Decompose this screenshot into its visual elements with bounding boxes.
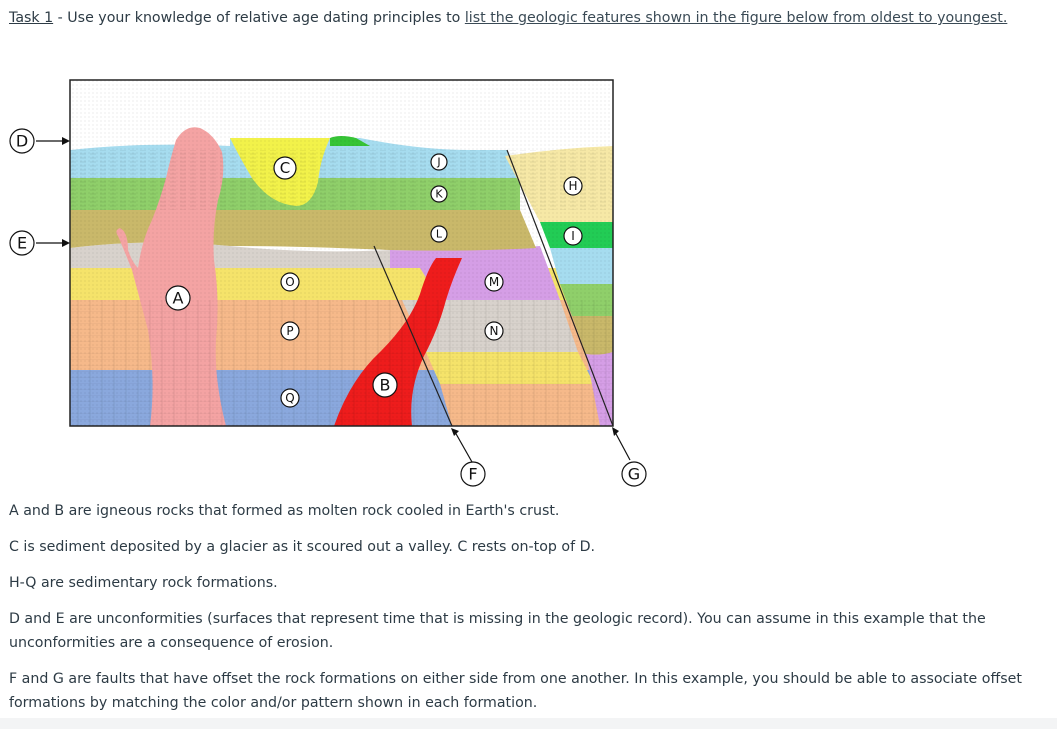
arrow-F [455, 432, 472, 462]
svg-text:B: B [379, 375, 391, 395]
svg-text:E: E [16, 233, 28, 253]
label-P [281, 322, 299, 340]
svg-text:C: C [279, 159, 291, 177]
task-separator: - [53, 10, 68, 26]
label-M [485, 273, 503, 291]
label-E [10, 231, 34, 255]
svg-text:F: F [468, 464, 478, 484]
label-I [564, 227, 582, 245]
label-G [622, 462, 646, 486]
paragraph-unconformities: D and E are unconformities (surfaces that represent time that is missing in the geologic record). You can assume in this example that the unconformities are a consequence of erosion. [9, 611, 986, 651]
paragraph-glacier: C is sediment deposited by a glacier as it scoured out a valley. C rests on-top of D. [9, 539, 596, 555]
svg-text:J: J [437, 155, 441, 169]
strata-group [70, 80, 620, 430]
svg-text:P: P [286, 324, 294, 338]
task-heading [9, 10, 1007, 26]
task-instruction: list the geologic features shown in the figure below from oldest to youngest. [464, 10, 1008, 26]
svg-text:D: D [15, 131, 29, 151]
label-C [274, 157, 296, 179]
svg-text:O: O [285, 275, 295, 289]
arrow-F-head [451, 428, 459, 436]
texture-brick [70, 300, 613, 426]
svg-text:N: N [489, 324, 499, 338]
label-N [485, 322, 503, 340]
label-O [281, 273, 299, 291]
paragraph-igneous: A and B are igneous rocks that formed as molten rock cooled in Earth's crust. [9, 503, 560, 519]
svg-text:K: K [435, 187, 443, 201]
bottom-bar [0, 718, 1057, 729]
paragraph-faults: F and G are faults that have offset the rock formations on either side from one another. In this example, you should be able to associate offset formations by matching the color and/or pattern shown in each formation. [9, 671, 1022, 711]
svg-text:H: H [568, 179, 578, 193]
label-K [431, 186, 447, 202]
label-A [166, 286, 190, 310]
svg-text:M: M [488, 275, 500, 289]
label-F [461, 462, 485, 486]
arrow-E-head [62, 239, 70, 247]
label-B [373, 373, 397, 397]
svg-text:G: G [627, 464, 641, 484]
arrow-G-head [612, 427, 619, 436]
paragraph-sedimentary: H-Q are sedimentary rock formations. [9, 575, 278, 591]
svg-text:L: L [435, 227, 443, 241]
label-H [564, 177, 582, 195]
arrow-D-head [62, 137, 70, 145]
label-D [10, 129, 34, 153]
task-prefix: Use your knowledge of relative age dating principles to [67, 10, 465, 26]
geologic-cross-section-figure [0, 60, 660, 490]
svg-text:A: A [172, 288, 184, 308]
arrow-G [615, 432, 630, 460]
label-Q [281, 389, 299, 407]
svg-text:I: I [571, 229, 575, 243]
texture-dash [70, 150, 613, 210]
task-label: Task 1 [9, 10, 54, 26]
svg-text:Q: Q [285, 391, 295, 405]
label-L [431, 226, 447, 242]
label-J [431, 154, 447, 170]
